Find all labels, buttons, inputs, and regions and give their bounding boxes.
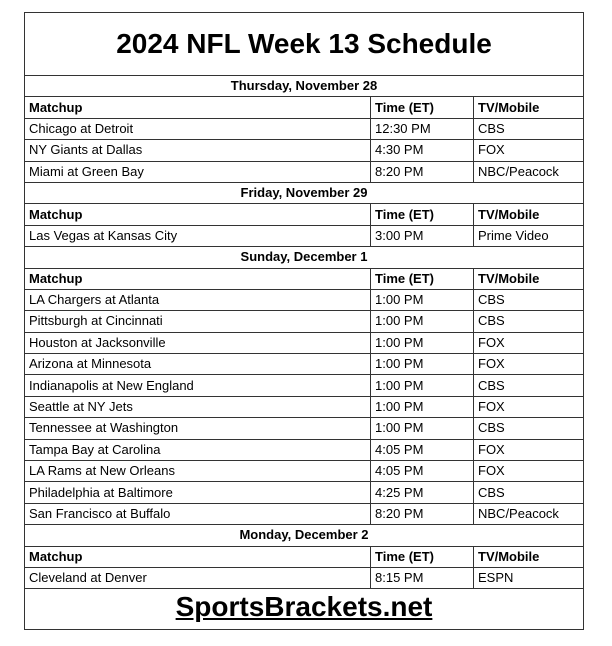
tv-cell: FOX — [474, 354, 584, 375]
day-header-row — [25, 76, 584, 97]
footer-row — [25, 589, 584, 630]
matchup-cell: LA Rams at New Orleans — [25, 461, 371, 482]
table-row — [25, 311, 584, 332]
tv-cell: FOX — [474, 396, 584, 417]
time-cell: 1:00 PM — [371, 289, 474, 310]
table-row — [25, 418, 584, 439]
matchup-cell: Tampa Bay at Carolina — [25, 439, 371, 460]
day-header-row — [25, 182, 584, 203]
tv-cell: CBS — [474, 118, 584, 139]
matchup-cell: Cleveland at Denver — [25, 567, 371, 588]
matchup-cell: Tennessee at Washington — [25, 418, 371, 439]
time-cell: 1:00 PM — [371, 375, 474, 396]
matchup-cell: Miami at Green Bay — [25, 161, 371, 182]
time-cell: 4:05 PM — [371, 439, 474, 460]
table-row — [25, 503, 584, 524]
footer-cell — [25, 589, 584, 630]
time-cell: 3:00 PM — [371, 225, 474, 246]
column-header-tv: TV/Mobile — [474, 268, 584, 289]
tv-cell: CBS — [474, 482, 584, 503]
matchup-cell: LA Chargers at Atlanta — [25, 289, 371, 310]
tv-cell: CBS — [474, 375, 584, 396]
day-label: Thursday, November 28 — [25, 76, 584, 97]
table-row — [25, 461, 584, 482]
table-row — [25, 482, 584, 503]
tv-cell: FOX — [474, 140, 584, 161]
column-header-row — [25, 97, 584, 118]
matchup-cell: Philadelphia at Baltimore — [25, 482, 371, 503]
table-row — [25, 289, 584, 310]
table-row — [25, 161, 584, 182]
column-header-row — [25, 268, 584, 289]
matchup-cell: Indianapolis at New England — [25, 375, 371, 396]
table-row — [25, 439, 584, 460]
tv-cell: FOX — [474, 332, 584, 353]
table-row — [25, 225, 584, 246]
column-header-matchup: Matchup — [25, 268, 371, 289]
column-header-time: Time (ET) — [371, 204, 474, 225]
tv-cell: CBS — [474, 311, 584, 332]
time-cell: 1:00 PM — [371, 332, 474, 353]
matchup-cell: NY Giants at Dallas — [25, 140, 371, 161]
time-cell: 4:25 PM — [371, 482, 474, 503]
time-cell: 1:00 PM — [371, 311, 474, 332]
time-cell: 4:05 PM — [371, 461, 474, 482]
time-cell: 8:15 PM — [371, 567, 474, 588]
table-row — [25, 140, 584, 161]
schedule-table — [24, 12, 584, 630]
table-row — [25, 396, 584, 417]
tv-cell: CBS — [474, 418, 584, 439]
day-header-row — [25, 525, 584, 546]
tv-cell: NBC/Peacock — [474, 161, 584, 182]
matchup-cell: Chicago at Detroit — [25, 118, 371, 139]
column-header-time: Time (ET) — [371, 546, 474, 567]
tv-cell: CBS — [474, 289, 584, 310]
tv-cell: FOX — [474, 439, 584, 460]
column-header-row — [25, 546, 584, 567]
matchup-cell: San Francisco at Buffalo — [25, 503, 371, 524]
day-label: Sunday, December 1 — [25, 247, 584, 268]
table-row — [25, 567, 584, 588]
day-label: Monday, December 2 — [25, 525, 584, 546]
matchup-cell: Arizona at Minnesota — [25, 354, 371, 375]
tv-cell: Prime Video — [474, 225, 584, 246]
matchup-cell: Seattle at NY Jets — [25, 396, 371, 417]
matchup-cell: Las Vegas at Kansas City — [25, 225, 371, 246]
time-cell: 1:00 PM — [371, 396, 474, 417]
column-header-matchup: Matchup — [25, 204, 371, 225]
tv-cell: FOX — [474, 461, 584, 482]
time-cell: 4:30 PM — [371, 140, 474, 161]
column-header-tv: TV/Mobile — [474, 204, 584, 225]
column-header-time: Time (ET) — [371, 97, 474, 118]
page-title: 2024 NFL Week 13 Schedule — [25, 13, 584, 76]
matchup-cell: Houston at Jacksonville — [25, 332, 371, 353]
column-header-time: Time (ET) — [371, 268, 474, 289]
matchup-cell: Pittsburgh at Cincinnati — [25, 311, 371, 332]
tv-cell: ESPN — [474, 567, 584, 588]
table-row — [25, 332, 584, 353]
column-header-matchup: Matchup — [25, 97, 371, 118]
table-row — [25, 375, 584, 396]
column-header-tv: TV/Mobile — [474, 97, 584, 118]
tv-cell: NBC/Peacock — [474, 503, 584, 524]
column-header-row — [25, 204, 584, 225]
time-cell: 12:30 PM — [371, 118, 474, 139]
time-cell: 8:20 PM — [371, 503, 474, 524]
table-row — [25, 354, 584, 375]
time-cell: 1:00 PM — [371, 354, 474, 375]
sportsbrackets-link[interactable]: SportsBrackets.net — [175, 590, 433, 622]
time-cell: 1:00 PM — [371, 418, 474, 439]
time-cell: 8:20 PM — [371, 161, 474, 182]
day-label: Friday, November 29 — [25, 182, 584, 203]
table-row — [25, 118, 584, 139]
column-header-matchup: Matchup — [25, 546, 371, 567]
day-header-row — [25, 247, 584, 268]
column-header-tv: TV/Mobile — [474, 546, 584, 567]
